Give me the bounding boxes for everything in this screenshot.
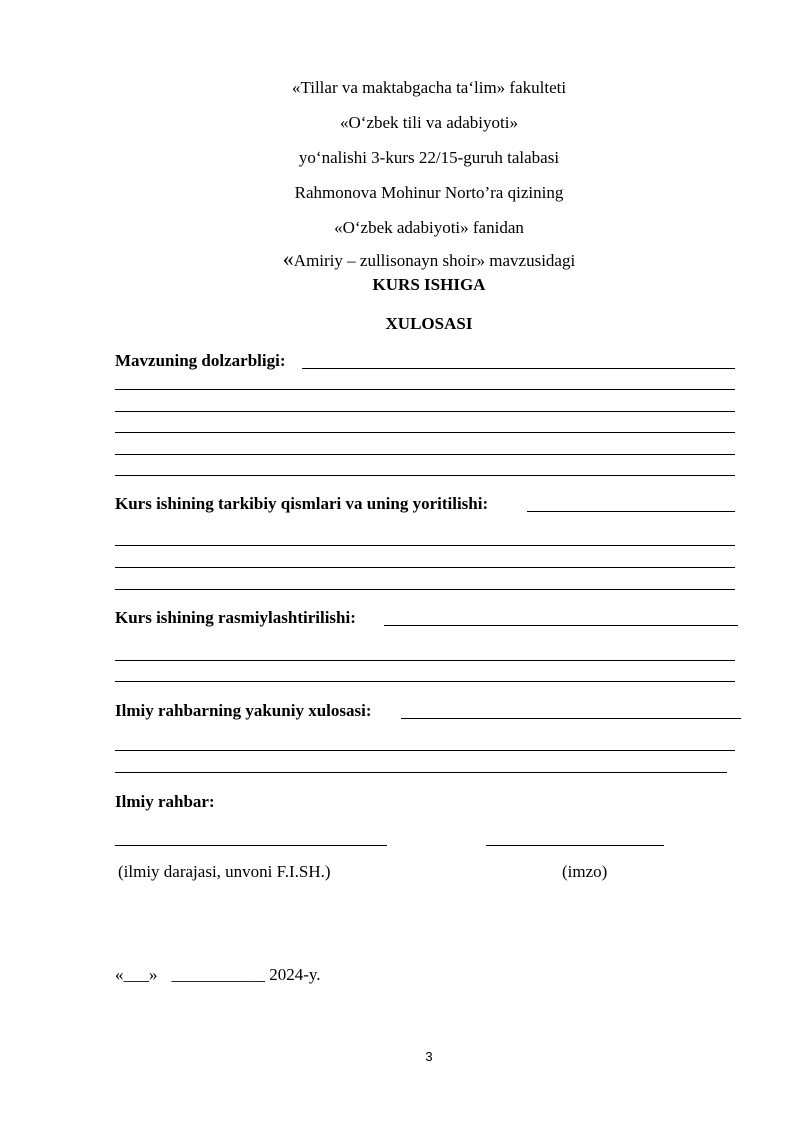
formatting-line[interactable]	[115, 681, 735, 682]
conclusion-line-end[interactable]	[633, 772, 727, 773]
conclusion-field[interactable]	[401, 718, 741, 719]
relevance-field[interactable]	[302, 368, 735, 369]
relevance-label: Mavzuning dolzarbligi:	[115, 351, 286, 370]
topic-text: Amiriy – zullisonayn shoir» mavzusidagi	[293, 251, 576, 270]
name-caption: (ilmiy darajasi, unvoni F.I.SH.)	[118, 862, 331, 881]
formatting-field[interactable]	[384, 625, 738, 626]
relevance-line[interactable]	[115, 454, 735, 455]
date-year: 2024-y.	[269, 965, 321, 984]
faculty-line: «Tillar va maktabgacha ta‘lim» fakulteti	[291, 78, 567, 97]
structure-line[interactable]	[115, 567, 735, 568]
date-line	[115, 965, 321, 985]
formatting-label: Kurs ishining rasmiylashtirilishi:	[115, 608, 356, 627]
structure-label: Kurs ishining tarkibiy qismlari va uning yoritilishi:	[115, 494, 489, 513]
signature-caption: (imzo)	[562, 862, 608, 881]
supervisor-signature-field[interactable]	[486, 845, 664, 846]
conclusion-label: Ilmiy rahbarning yakuniy xulosasi:	[115, 701, 372, 720]
conclusion-line[interactable]	[115, 772, 633, 773]
topic-line	[0, 246, 800, 272]
topic-open-quote: «	[282, 246, 294, 271]
relevance-line[interactable]	[115, 411, 735, 412]
structure-line[interactable]	[115, 589, 735, 590]
page-number: 3	[425, 1049, 433, 1064]
structure-line[interactable]	[115, 545, 735, 546]
conclusion-line[interactable]	[115, 750, 735, 751]
structure-field[interactable]	[527, 511, 735, 512]
formatting-line[interactable]	[115, 660, 735, 661]
student-name-line: Rahmonova Mohinur Norto’ra qizining	[294, 183, 564, 202]
doc-title-line2: XULOSASI	[385, 314, 473, 333]
date-day[interactable]: «___»	[115, 965, 158, 984]
student-group-line: yo‘nalishi 3-kurs 22/15-guruh talabasi	[298, 148, 560, 167]
doc-title-line1: KURS ISHIGA	[372, 275, 486, 294]
supervisor-name-field[interactable]	[115, 845, 387, 846]
date-month[interactable]: ___________	[171, 965, 265, 984]
relevance-line[interactable]	[115, 389, 735, 390]
supervisor-label: Ilmiy rahbar:	[115, 792, 215, 811]
relevance-line[interactable]	[115, 475, 735, 476]
subject-line: «O‘zbek adabiyoti» fanidan	[334, 218, 524, 237]
program-line: «O‘zbek tili va adabiyoti»	[340, 113, 518, 132]
relevance-line[interactable]	[115, 432, 735, 433]
